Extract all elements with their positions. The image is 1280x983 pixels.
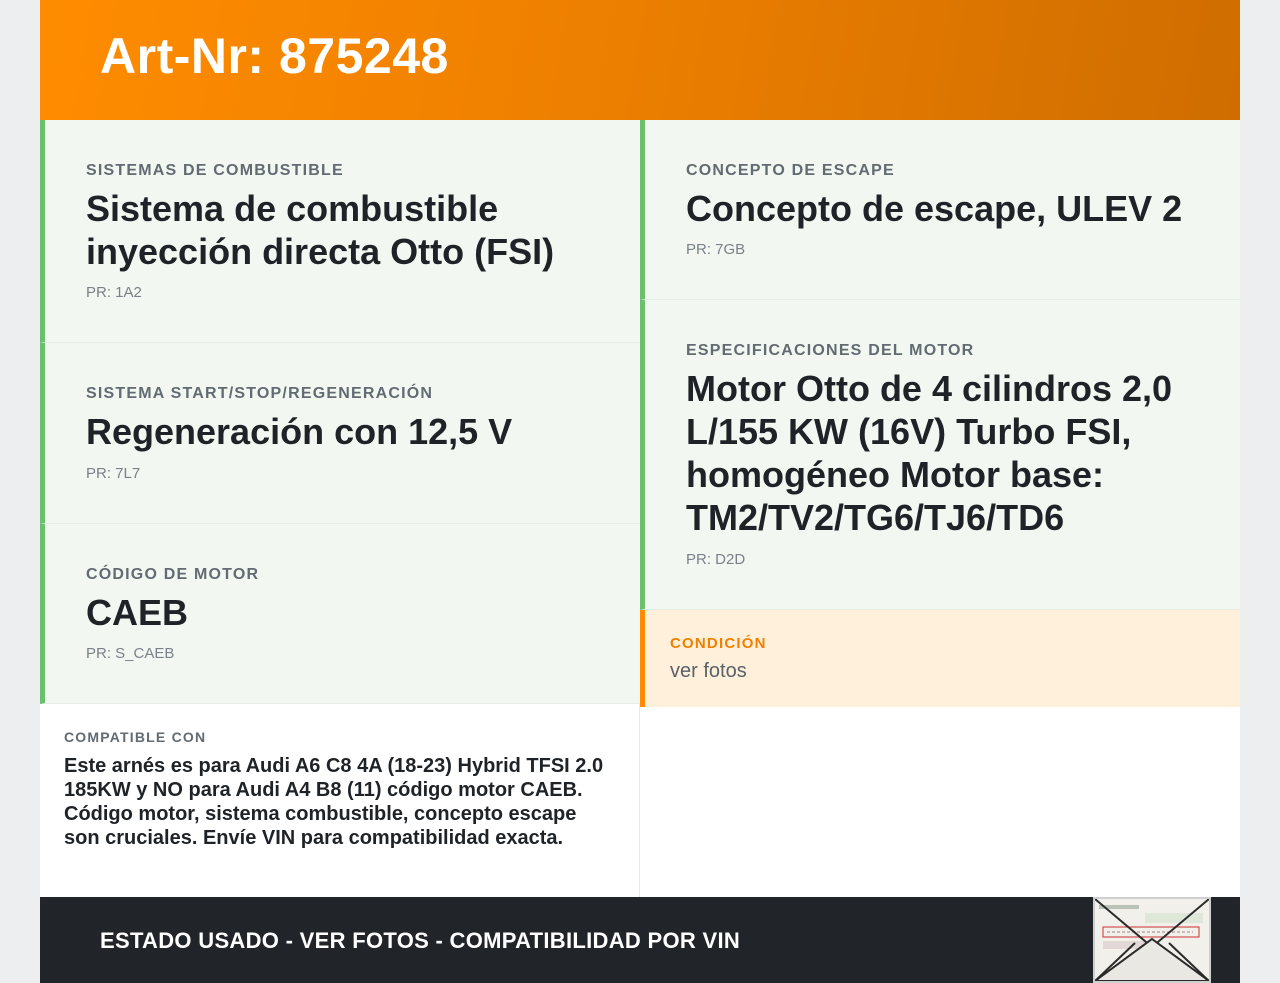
condition-value: ver fotos	[670, 660, 747, 682]
card-label: SISTEMAS DE COMBUSTIBLE	[86, 162, 344, 179]
product-photo-thumbnail[interactable]	[1093, 897, 1211, 983]
card-value: Motor Otto de 4 cilindros 2,0 L/155 KW (16V) Turbo FSI, homogéneo Motor base: TM2/TV2/TG6/TJ6/TD6	[686, 368, 1173, 538]
footer-bar	[40, 897, 1240, 983]
condition-box	[640, 610, 1240, 707]
card-engine-code	[40, 524, 640, 704]
card-value: Regeneración con 12,5 V	[86, 411, 513, 452]
card-fuel-system	[40, 120, 640, 343]
card-engine-specs	[640, 300, 1240, 610]
compatibility-section	[40, 704, 640, 897]
card-label: SISTEMA START/STOP/REGENERACIÓN	[86, 385, 434, 402]
product-sheet	[40, 0, 1240, 983]
footer-status-text: ESTADO USADO - VER FOTOS - COMPATIBILIDAD POR VIN	[100, 928, 741, 953]
card-pr-code: PR: S_CAEB	[86, 645, 175, 662]
card-pr-code: PR: 7GB	[686, 241, 746, 258]
card-label: CONCEPTO DE ESCAPE	[686, 162, 895, 179]
card-exhaust-concept	[640, 120, 1240, 300]
card-value: Concepto de escape, ULEV 2	[686, 188, 1183, 229]
page-title: Art-Nr: 875248	[100, 28, 449, 84]
card-label: CÓDIGO DE MOTOR	[86, 566, 260, 583]
header-banner	[40, 0, 1240, 120]
card-value: Sistema de combustible inyección directa Otto (FSI)	[86, 188, 555, 272]
compatibility-label: COMPATIBLE CON	[64, 729, 207, 745]
card-value: CAEB	[86, 592, 189, 633]
card-pr-code: PR: 7L7	[86, 465, 141, 482]
card-label: ESPECIFICACIONES DEL MOTOR	[686, 342, 975, 359]
compatibility-text: Este arnés es para Audi A6 C8 4A (18-23) Hybrid TFSI 2.0 185KW y NO para Audi A4 B8 (11) código motor CAEB. Código motor, sistema combustible, concepto escape son cruciales. Envíe VIN para compatibilidad exacta.	[64, 755, 604, 849]
condition-label: CONDICIÓN	[670, 635, 767, 652]
card-start-stop	[40, 343, 640, 524]
card-pr-code: PR: D2D	[686, 551, 746, 568]
card-pr-code: PR: 1A2	[86, 284, 142, 301]
envelope-photo-icon	[1095, 899, 1209, 981]
